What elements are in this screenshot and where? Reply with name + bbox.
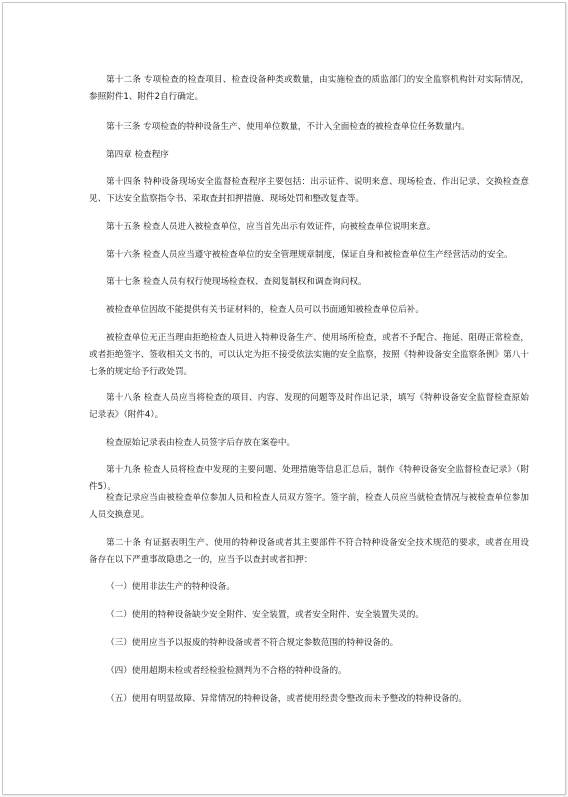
article-17-note-1: 被检查单位因故不能提供有关书证材料的，检查人员可以书面通知被检查单位后补。 bbox=[106, 305, 424, 315]
article-12-paragraph: 第十二条 专项检查的检查项目、检查设备种类或数量，由实施检查的质监部门的安全监察机构针对实际情况，参照附件1、附件2自行确定。 bbox=[89, 75, 529, 102]
article-18-note: 检查原始记录表由检查人员签字后存放在案卷中。 bbox=[106, 438, 296, 448]
article-17-paragraph: 第十七条 检查人员有权行使现场检查权、查阅复制权和调查询问权。 bbox=[106, 277, 367, 287]
chapter-4-heading: 第四章 检查程序 bbox=[106, 150, 169, 160]
article-20-paragraph: 第二十条 有证据表明生产、使用的特种设备或者其主要部件不符合特种设备安全技术规范的要求，或者在用设备存在以下严重事故隐患之一的，应当予以查封或者扣押： bbox=[89, 538, 529, 565]
list-item-2: （二）使用的特种设备缺少安全附件、安全装置，或者安全附件、安全装置失灵的。 bbox=[106, 610, 424, 620]
article-14-paragraph: 第十四条 特种设备现场安全监督检查程序主要包括：出示证件、说明来意、现场检查、作出记录、交换检查意见、下达安全监察指令书、采取查封扣押措施、现场处罚和整改复查等。 bbox=[89, 177, 529, 204]
document-page bbox=[2, 2, 566, 795]
article-17-note-2: 被检查单位无正当理由拒绝检查人员进入特种设备生产、使用场所检查，或者不予配合、拖延、阻碍正常检查，或者拒绝签字、签收相关文书的，可以认定为拒不接受依法实施的安全监察，按照《特种设备安全监察条例》第八十七条的规定给予行政处罚。 bbox=[89, 333, 529, 377]
article-18-paragraph: 第十八条 检查人员应当将检查的项目、内容、发现的问题等及时作出记录，填写《特种设备安全监督检查原始记录表》（附件4）。 bbox=[89, 393, 529, 420]
article-19-paragraph: 第十九条 检查人员将检查中发现的主要问题、处理措施等信息汇总后，制作《特种设备安全监督检查记录》（附件5）。 bbox=[89, 465, 529, 492]
article-19-note: 检查记录应当由被检查单位参加人员和检查人员双方签字。签字前，检查人员应当就检查情况与被检查单位参加人员交换意见。 bbox=[89, 493, 529, 520]
list-item-3: （三）使用应当予以报废的特种设备或者不符合规定参数范围的特种设备的。 bbox=[106, 638, 399, 648]
list-item-5: （五）使用有明显故障、异常情况的特种设备，或者使用经责令整改而未予整改的特种设备的。 bbox=[106, 694, 467, 704]
list-item-1: （一）使用非法生产的特种设备。 bbox=[106, 582, 235, 592]
list-item-4: （四）使用超期未检或者经检验检测判为不合格的特种设备的。 bbox=[106, 666, 347, 676]
article-16-paragraph: 第十六条 检查人员应当遵守被检查单位的安全管理规章制度，保证自身和被检查单位生产经营活动的安全。 bbox=[106, 250, 513, 260]
article-15-paragraph: 第十五条 检查人员进入被检查单位，应当首先出示有效证件，向被检查单位说明来意。 bbox=[106, 222, 436, 232]
article-13-paragraph: 第十三条 专项检查的特种设备生产、使用单位数量，不计入全面检查的被检查单位任务数量内。 bbox=[106, 122, 470, 132]
